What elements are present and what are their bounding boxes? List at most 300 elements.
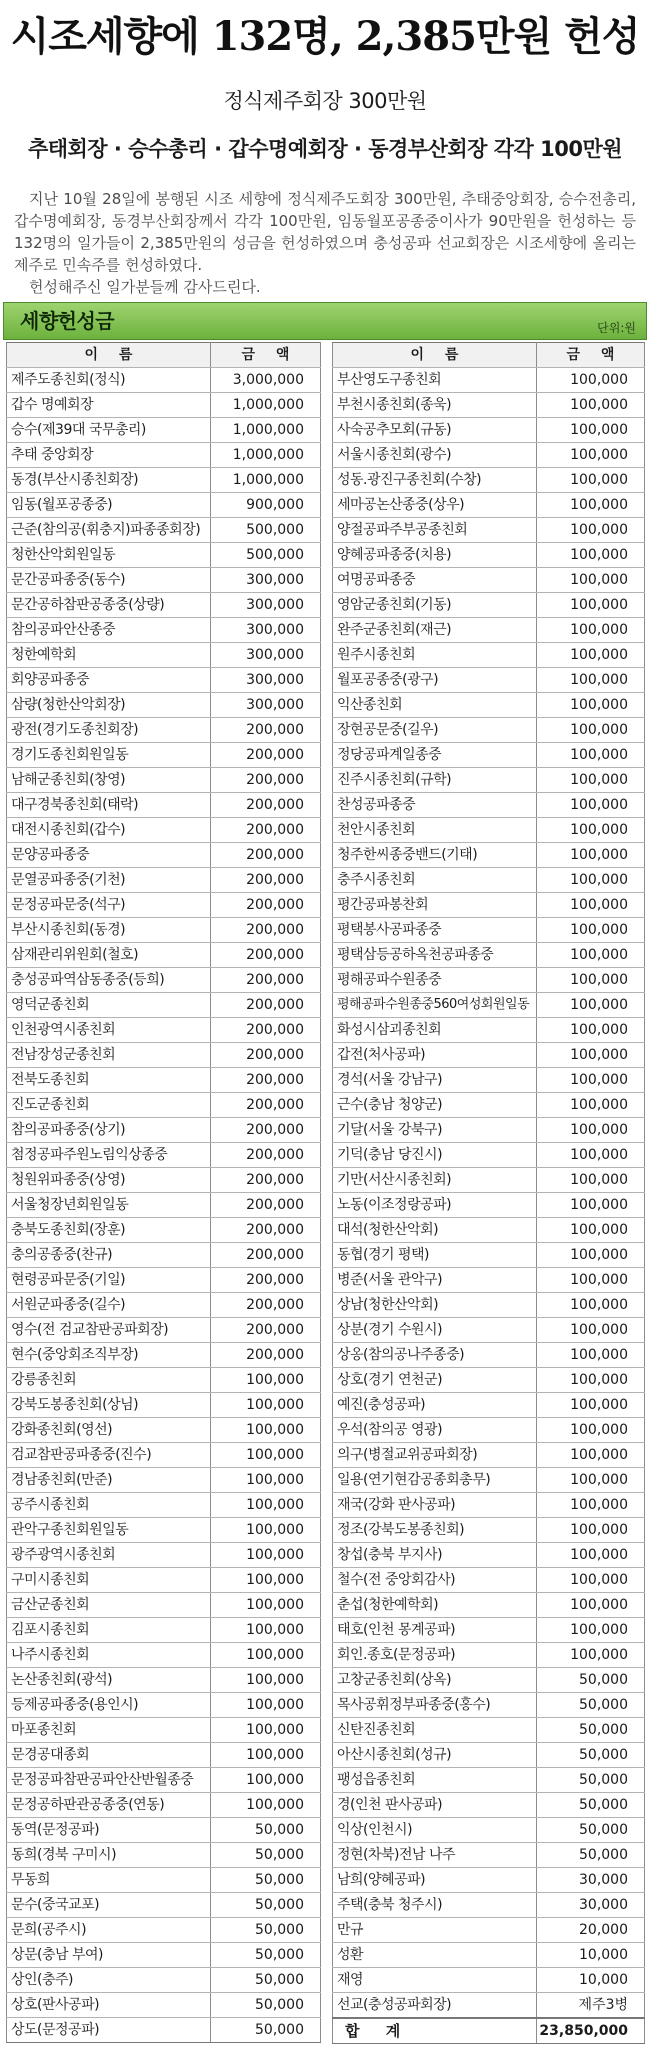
donor-name: 청한산악회원일동	[11, 547, 116, 563]
donor-amount: 100,000	[570, 1522, 628, 1538]
donor-name: 현령공파문중(기일)	[11, 1272, 126, 1288]
donor-name-cell	[333, 1943, 537, 1968]
donor-name: 우석(참의공 영광)	[337, 1422, 443, 1438]
donor-amount: 100,000	[570, 1297, 628, 1313]
donor-name: 구미시종친회	[11, 1572, 90, 1588]
donor-name-cell	[7, 1218, 211, 1243]
donor-amount: 100,000	[246, 1722, 304, 1738]
donor-name: 승수(제39대 국무총리)	[11, 422, 146, 438]
donor-name-cell	[333, 1843, 537, 1868]
donor-name-cell	[333, 1918, 537, 1943]
donor-amount: 200,000	[246, 722, 304, 738]
donor-name-cell	[7, 693, 211, 718]
donor-amount-cell	[537, 1968, 645, 1993]
donor-amount-cell	[537, 1293, 645, 1318]
donor-amount: 100,000	[570, 972, 628, 988]
donor-row	[333, 1818, 645, 1843]
donor-name: 갑수 명예회장	[11, 397, 94, 413]
donor-name-cell	[333, 1968, 537, 1993]
donor-name: 경남종친회(만준)	[11, 1472, 113, 1488]
donor-name: 일용(연기현감공종회총무)	[337, 1472, 491, 1488]
donor-amount-cell	[537, 1643, 645, 1668]
donor-name: 창섭(충북 부지사)	[337, 1547, 443, 1563]
donor-name-cell	[333, 693, 537, 718]
donor-amount-cell	[537, 1743, 645, 1768]
donor-name: 검교참판공파종중(진수)	[11, 1447, 152, 1463]
donor-amount-cell	[537, 1793, 645, 1818]
donor-amount-cell	[211, 1518, 321, 1543]
donor-amount-cell	[211, 743, 321, 768]
donor-amount-cell	[211, 793, 321, 818]
donor-name-cell	[333, 893, 537, 918]
donor-name-cell	[7, 1168, 211, 1193]
table-header-row	[7, 343, 321, 368]
donor-amount-cell	[537, 1993, 645, 2019]
donor-amount-cell	[537, 818, 645, 843]
donor-amount: 100,000	[570, 1397, 628, 1413]
donor-name: 익산종친회	[337, 697, 403, 713]
donor-name-cell	[333, 468, 537, 493]
donor-name: 양절공파주부공종친회	[337, 522, 468, 538]
donor-name: 완주군종친회(재근)	[337, 622, 452, 638]
donor-row	[333, 768, 645, 793]
donor-name: 고창군종친회(상옥)	[337, 1672, 452, 1688]
donor-name: 근수(충남 청양군)	[337, 1097, 443, 1113]
donor-row	[333, 418, 645, 443]
donor-name-cell	[333, 718, 537, 743]
donor-name: 정당공파계일종중	[337, 747, 442, 763]
donor-amount-cell	[211, 1693, 321, 1718]
donor-name-cell	[7, 618, 211, 643]
donor-row	[333, 518, 645, 543]
donor-amount: 50,000	[579, 1822, 628, 1838]
donor-amount: 100,000	[570, 447, 628, 463]
donor-amount-cell	[537, 1118, 645, 1143]
donor-name-cell	[333, 1193, 537, 1218]
donor-row	[7, 1818, 321, 1843]
donor-name-cell	[7, 1318, 211, 1343]
donor-amount-cell	[537, 493, 645, 518]
donor-name-cell	[7, 393, 211, 418]
donor-amount-cell	[537, 993, 645, 1018]
donor-amount-cell	[211, 943, 321, 968]
donor-name-cell	[7, 568, 211, 593]
donor-amount: 100,000	[246, 1522, 304, 1538]
donor-amount: 100,000	[570, 1222, 628, 1238]
donor-name-cell	[333, 1068, 537, 1093]
donor-amount: 100,000	[570, 872, 628, 888]
donor-amount-cell	[537, 1243, 645, 1268]
donor-name-cell	[333, 418, 537, 443]
donor-name: 주택(충북 청주시)	[337, 1897, 443, 1913]
donor-row	[7, 1693, 321, 1718]
donor-amount-cell	[537, 1168, 645, 1193]
donor-name: 춘섭(청한예학회)	[337, 1597, 439, 1613]
donor-amount-cell	[211, 643, 321, 668]
donor-amount: 1,000,000	[232, 422, 304, 438]
donor-name: 양혜공파종중(치용)	[337, 547, 452, 563]
donor-amount-cell	[211, 1393, 321, 1418]
donor-amount: 100,000	[246, 1797, 304, 1813]
donor-amount: 100,000	[570, 822, 628, 838]
donor-name-cell	[7, 368, 211, 393]
donor-row	[333, 1993, 645, 2019]
donor-name: 문열공파종중(기천)	[11, 872, 126, 888]
donor-name-cell	[7, 1743, 211, 1768]
total-row	[333, 2018, 645, 2044]
donor-row	[333, 568, 645, 593]
donor-name-cell	[7, 918, 211, 943]
donor-row	[7, 1118, 321, 1143]
donor-name-cell	[7, 1893, 211, 1918]
donor-amount-cell	[537, 718, 645, 743]
donor-name-cell	[333, 843, 537, 868]
donor-amount: 100,000	[570, 897, 628, 913]
donor-amount: 100,000	[570, 597, 628, 613]
donor-name-cell	[333, 1818, 537, 1843]
donor-amount: 200,000	[246, 897, 304, 913]
donor-row	[7, 968, 321, 993]
donor-row	[7, 1518, 321, 1543]
donor-amount: 100,000	[570, 1197, 628, 1213]
donor-row	[7, 743, 321, 768]
donor-name-cell	[333, 768, 537, 793]
donor-amount-cell	[211, 1218, 321, 1243]
donation-list-right	[333, 368, 645, 2019]
donor-row	[333, 1168, 645, 1193]
donor-amount: 100,000	[570, 772, 628, 788]
donor-amount-cell	[211, 893, 321, 918]
donor-name: 인천광역시종친회	[11, 1022, 116, 1038]
donor-amount-cell	[537, 1918, 645, 1943]
donor-name-cell	[7, 1143, 211, 1168]
donor-name-cell	[7, 1768, 211, 1793]
donor-name: 공주시종친회	[11, 1497, 90, 1513]
donor-name: 삼재관리위원회(철호)	[11, 947, 139, 963]
donor-row	[333, 1843, 645, 1868]
donor-row	[333, 743, 645, 768]
donor-row	[7, 593, 321, 618]
donor-amount: 100,000	[570, 1497, 628, 1513]
donor-amount: 50,000	[255, 1972, 304, 1988]
donor-name: 갑전(처사공파)	[337, 1047, 426, 1063]
donor-amount: 100,000	[246, 1747, 304, 1763]
donor-name: 병준(서울 관악구)	[337, 1272, 443, 1288]
donor-name: 아산시종친회(성규)	[337, 1747, 452, 1763]
donor-name-cell	[333, 1768, 537, 1793]
donor-row	[7, 368, 321, 393]
donor-amount-cell	[211, 1293, 321, 1318]
donor-row	[333, 1068, 645, 1093]
donor-name: 천안시종친회	[337, 822, 416, 838]
donor-amount-cell	[211, 418, 321, 443]
donor-row	[333, 618, 645, 643]
donor-amount-cell	[537, 1143, 645, 1168]
donor-amount-cell	[537, 1343, 645, 1368]
donor-amount: 100,000	[246, 1572, 304, 1588]
donor-amount-cell	[211, 1743, 321, 1768]
donor-name-cell	[333, 1118, 537, 1143]
donor-row	[7, 1218, 321, 1243]
donor-name-cell	[7, 518, 211, 543]
donor-row	[7, 1293, 321, 1318]
donor-row	[333, 1543, 645, 1568]
donor-row	[7, 1243, 321, 1268]
donor-row	[333, 818, 645, 843]
donor-name: 회인.종호(문정공파)	[337, 1647, 456, 1663]
donor-name: 철수(전 중앙회감사)	[337, 1572, 456, 1588]
donor-amount: 50,000	[255, 1847, 304, 1863]
donor-amount: 200,000	[246, 1222, 304, 1238]
donor-amount: 100,000	[246, 1647, 304, 1663]
donor-row	[333, 443, 645, 468]
donor-amount: 제주3병	[578, 1997, 628, 2013]
donor-amount-cell	[211, 1843, 321, 1868]
donor-row	[7, 1643, 321, 1668]
donor-name-cell	[333, 393, 537, 418]
donor-amount: 50,000	[255, 1897, 304, 1913]
donor-amount: 100,000	[570, 1647, 628, 1663]
donor-name-cell	[333, 1793, 537, 1818]
donor-amount: 30,000	[579, 1897, 628, 1913]
donor-amount-cell	[211, 1918, 321, 1943]
donor-amount-cell	[537, 1368, 645, 1393]
donor-amount: 50,000	[579, 1672, 628, 1688]
donor-name: 동협(경기 평택)	[337, 1247, 430, 1263]
donor-amount: 100,000	[570, 372, 628, 388]
donor-name-cell	[333, 1643, 537, 1668]
donor-amount-cell	[211, 2018, 321, 2043]
donor-name-cell	[7, 868, 211, 893]
donor-row	[333, 1518, 645, 1543]
donor-name-cell	[7, 1093, 211, 1118]
donor-amount-cell	[537, 1218, 645, 1243]
donor-name: 정조(강북도봉종친회)	[337, 1522, 465, 1538]
donor-name: 관악구종친회원일동	[11, 1522, 129, 1538]
donor-row	[7, 468, 321, 493]
donor-row	[333, 793, 645, 818]
donor-name: 마포종친회	[11, 1722, 77, 1738]
donor-row	[333, 1268, 645, 1293]
donor-row	[333, 1293, 645, 1318]
donor-amount: 50,000	[255, 1922, 304, 1938]
donor-amount: 50,000	[579, 1772, 628, 1788]
donor-name: 동희(경북 구미시)	[11, 1847, 117, 1863]
donor-row	[7, 1343, 321, 1368]
donor-amount-cell	[211, 718, 321, 743]
donor-amount: 100,000	[570, 1322, 628, 1338]
donor-name-cell	[7, 1193, 211, 1218]
donor-amount: 100,000	[570, 1572, 628, 1588]
donor-name: 문수(중국교포)	[11, 1897, 100, 1913]
donor-name-cell	[7, 943, 211, 968]
donor-row	[333, 943, 645, 968]
donor-name: 경기도종친회원일동	[11, 747, 129, 763]
donor-row	[7, 1143, 321, 1168]
donor-name-cell	[7, 1293, 211, 1318]
donor-amount: 100,000	[570, 1597, 628, 1613]
donor-row	[333, 1918, 645, 1943]
donor-amount-cell	[537, 468, 645, 493]
donor-amount-cell	[537, 893, 645, 918]
donor-amount: 100,000	[570, 847, 628, 863]
donor-name-cell	[7, 1993, 211, 2018]
donor-name-cell	[7, 543, 211, 568]
donor-name: 동역(문정공파)	[11, 1822, 100, 1838]
donor-amount: 1,000,000	[232, 447, 304, 463]
donor-amount-cell	[211, 1193, 321, 1218]
donor-amount: 300,000	[246, 597, 304, 613]
donor-amount-cell	[537, 1768, 645, 1793]
donor-name-cell	[333, 1993, 537, 2019]
donor-amount: 100,000	[570, 1447, 628, 1463]
donor-name: 나주시종친회	[11, 1647, 90, 1663]
donor-amount-cell	[211, 618, 321, 643]
donor-name: 성환	[337, 1947, 364, 1963]
donor-amount: 50,000	[255, 1997, 304, 2013]
donor-name: 의구(병절교위공파회장)	[337, 1447, 478, 1463]
donor-amount-cell	[537, 1718, 645, 1743]
donor-name-cell	[333, 1168, 537, 1193]
donor-row	[7, 1043, 321, 1068]
donor-amount-cell	[537, 1468, 645, 1493]
donor-name-cell	[333, 943, 537, 968]
donor-amount-cell	[211, 1268, 321, 1293]
donation-table-right	[332, 342, 645, 2044]
donor-name-cell	[7, 1643, 211, 1668]
donor-row	[7, 843, 321, 868]
donor-name-cell	[333, 1093, 537, 1118]
donor-row	[333, 1643, 645, 1668]
donor-name-cell	[7, 793, 211, 818]
donor-row	[333, 1018, 645, 1043]
donor-name: 회양공파종중	[11, 672, 90, 688]
donor-name-cell	[7, 1593, 211, 1618]
donation-list-left	[7, 368, 321, 2043]
donor-amount: 100,000	[570, 747, 628, 763]
donor-name: 장현공문중(길우)	[337, 722, 439, 738]
donor-row	[7, 1918, 321, 1943]
donor-row	[7, 1993, 321, 2018]
donor-row	[7, 568, 321, 593]
column-header-name: 이 름	[7, 343, 211, 368]
donor-amount: 50,000	[255, 1872, 304, 1888]
donor-name-cell	[333, 668, 537, 693]
donor-name: 영암군종친회(기동)	[337, 597, 452, 613]
donor-row	[333, 1618, 645, 1643]
donor-name-cell	[333, 1493, 537, 1518]
donor-row	[7, 1593, 321, 1618]
donor-name-cell	[7, 1668, 211, 1693]
donor-name-cell	[7, 1468, 211, 1493]
donor-name-cell	[333, 618, 537, 643]
donor-row	[333, 643, 645, 668]
donor-name: 문희(공주시)	[11, 1922, 87, 1938]
donor-name: 서울시종친회(광수)	[337, 447, 452, 463]
donor-amount: 100,000	[246, 1497, 304, 1513]
donor-name: 성동.광진구종친회(수창)	[337, 472, 482, 488]
donor-amount: 200,000	[246, 1097, 304, 1113]
donor-name: 남해군종친회(창영)	[11, 772, 126, 788]
donor-row	[7, 918, 321, 943]
donor-amount-cell	[211, 518, 321, 543]
donor-name: 기만(서산시종친회)	[337, 1172, 452, 1188]
donor-amount: 200,000	[246, 847, 304, 863]
donor-name-cell	[333, 1018, 537, 1043]
donor-row	[333, 1393, 645, 1418]
donor-amount: 1,000,000	[232, 472, 304, 488]
donor-name-cell	[333, 368, 537, 393]
donor-row	[333, 1343, 645, 1368]
donor-amount-cell	[211, 1943, 321, 1968]
donor-amount-cell	[537, 1268, 645, 1293]
donor-amount: 200,000	[246, 1122, 304, 1138]
donor-name: 기덕(충남 당진시)	[337, 1147, 443, 1163]
donor-name: 기달(서울 강북구)	[337, 1122, 443, 1138]
donor-amount-cell	[537, 518, 645, 543]
donor-name: 등제공파종중(용인시)	[11, 1697, 139, 1713]
donor-name: 월포공종중(광구)	[337, 672, 439, 688]
donor-name-cell	[7, 1918, 211, 1943]
donor-row	[7, 1718, 321, 1743]
donor-row	[7, 943, 321, 968]
donor-name: 목사공휘정부파종중(홍수)	[337, 1697, 491, 1713]
donor-name-cell	[7, 1493, 211, 1518]
donor-name-cell	[333, 568, 537, 593]
donor-amount-cell	[537, 943, 645, 968]
donor-name: 문간공파종중(동수)	[11, 572, 126, 588]
donor-amount: 100,000	[246, 1697, 304, 1713]
donor-amount-cell	[537, 918, 645, 943]
donor-name: 참의공파종중(상기)	[11, 1122, 126, 1138]
donor-name: 상인(충주)	[11, 1972, 74, 1988]
donor-amount: 100,000	[570, 1097, 628, 1113]
donor-amount: 200,000	[246, 822, 304, 838]
donor-amount: 100,000	[570, 522, 628, 538]
donor-name-cell	[333, 1268, 537, 1293]
donor-amount-cell	[537, 443, 645, 468]
donor-amount: 100,000	[570, 547, 628, 563]
donor-amount: 30,000	[579, 1872, 628, 1888]
donor-name-cell	[333, 1718, 537, 1743]
donor-name: 상도(문정공파)	[11, 2022, 100, 2038]
table-header-row	[333, 343, 645, 368]
donor-amount: 200,000	[246, 1047, 304, 1063]
donor-amount-cell	[211, 393, 321, 418]
donor-amount-cell	[211, 1143, 321, 1168]
donor-row	[7, 1168, 321, 1193]
donor-amount: 100,000	[570, 1422, 628, 1438]
donor-row	[333, 868, 645, 893]
donor-row	[333, 1418, 645, 1443]
donor-amount: 10,000	[579, 1972, 628, 1988]
donor-name-cell	[7, 418, 211, 443]
donor-name-cell	[333, 1343, 537, 1368]
donor-amount: 200,000	[246, 1322, 304, 1338]
donor-name: 대구경북종친회(태락)	[11, 797, 139, 813]
donor-row	[7, 518, 321, 543]
donor-row	[7, 418, 321, 443]
total-amount-cell	[537, 2018, 645, 2044]
donor-name-cell	[7, 1818, 211, 1843]
donor-amount: 100,000	[246, 1622, 304, 1638]
donor-row	[7, 1843, 321, 1868]
donor-amount-cell	[537, 1943, 645, 1968]
donor-row	[7, 1968, 321, 1993]
donor-name-cell	[333, 1568, 537, 1593]
donor-amount-cell	[537, 618, 645, 643]
donor-row	[333, 593, 645, 618]
